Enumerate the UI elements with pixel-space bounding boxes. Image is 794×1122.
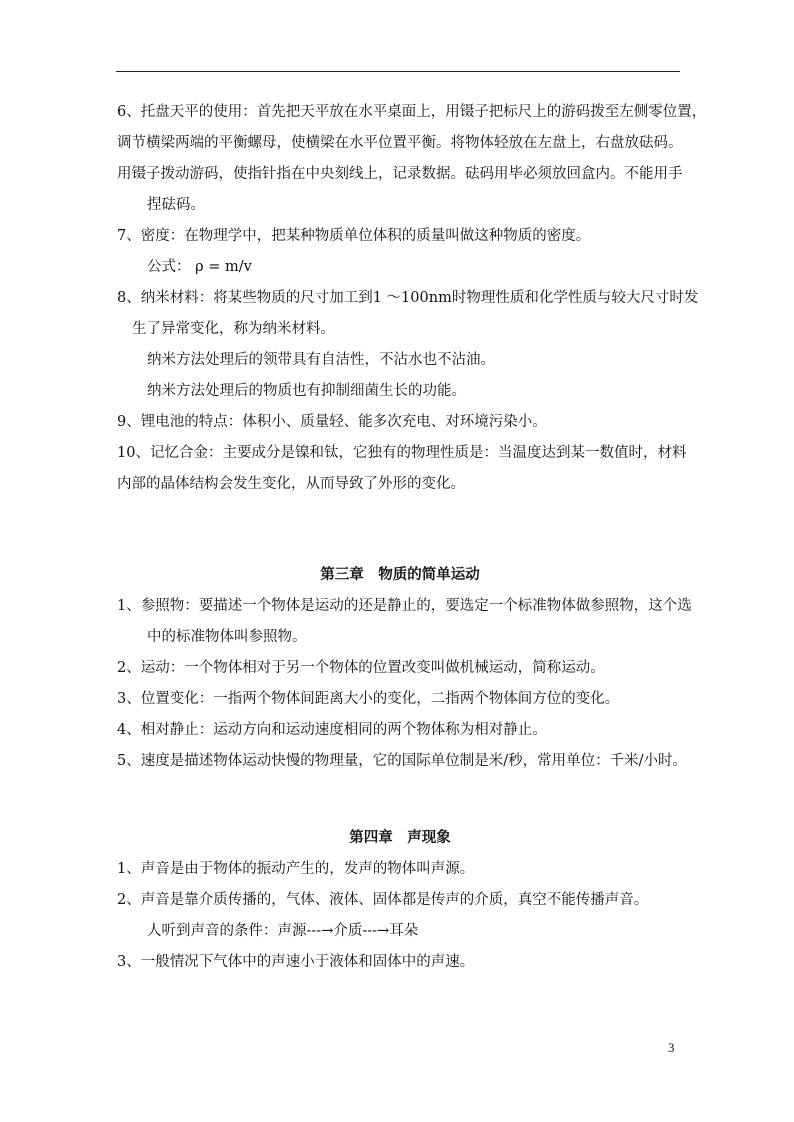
text-line: 内部的晶体结构会发生变化，从而导致了外形的变化。 bbox=[117, 476, 465, 492]
section-gap bbox=[117, 500, 683, 560]
text-line: 生了异常变化，称为纳米材料。 bbox=[132, 321, 335, 337]
text-line: 1、声音是由于物体的振动产生的，发声的物体叫声源。 bbox=[117, 861, 475, 877]
text-line: 4、相对静止：运动方向和运动速度相同的两个物体称为相对静止。 bbox=[117, 722, 547, 738]
text-line: 纳米方法处理后的领带具有自洁性，不沾水也不沾油。 bbox=[147, 352, 495, 368]
text-line: 捏砝码。 bbox=[147, 197, 205, 213]
text-line: 1、参照物：要描述一个物体是运动的还是静止的，要选定一个标准物体做参照物，这个选 bbox=[117, 598, 692, 614]
text-line: 3、一般情况下气体中的声速小于液体和固体中的声速。 bbox=[117, 954, 475, 970]
text-line: 调节横梁两端的平衡螺母，使横梁在水平位置平衡。将物体轻放在左盘上，右盘放砝码。 bbox=[117, 135, 683, 151]
text-line: 中的标准物体叫参照物。 bbox=[147, 629, 307, 645]
text-line: 用镊子拨动游码，使指针指在中央刻线上，记录数据。砝码用毕必须放回盒内。不能用手 bbox=[117, 166, 683, 182]
text-line: 2、运动：一个物体相对于另一个物体的位置改变叫做机械运动，简称运动。 bbox=[117, 660, 605, 676]
chapter-3-title: 第三章 物质的简单运动 bbox=[320, 567, 480, 583]
text-line: 纳米方法处理后的物质也有抑制细菌生长的功能。 bbox=[147, 383, 466, 399]
text-line: 6、托盘天平的使用：首先把天平放在水平桌面上，用镊子把标尺上的游码拨至左侧零位置， bbox=[117, 104, 707, 120]
text-line: 10、记忆合金：主要成分是镍和钛，它独有的物理性质是：当温度达到某一数值时，材料 bbox=[117, 445, 687, 461]
text-line: 3、位置变化：一指两个物体间距离大小的变化，二指两个物体间方位的变化。 bbox=[117, 691, 620, 707]
text-line: 2、声音是靠介质传播的，气体、液体、固体都是传声的介质，真空不能传播声音。 bbox=[117, 892, 649, 908]
text-line: 5、速度是描述物体运动快慢的物理量，它的国际单位制是米/秒，常用单位：千米/小时。 bbox=[117, 753, 687, 769]
section-gap bbox=[117, 777, 683, 823]
document-body bbox=[117, 97, 707, 978]
text-line: 9、锂电池的特点：体积小、质量轻、能多次充电、对环境污染小。 bbox=[117, 414, 547, 430]
formula-line: 公式： ρ = m/v bbox=[147, 259, 252, 275]
text-line: 8、纳米材料：将某些物质的尺寸加工到1 ～100nm时物理性质和化学性质与较大尺寸时发 bbox=[117, 290, 699, 306]
text-line: 人听到声音的条件：声源---→介质---→耳朵 bbox=[147, 923, 419, 939]
page-number: 3 bbox=[668, 1040, 675, 1055]
text-line: 7、密度：在物理学中，把某种物质单位体积的质量叫做这种物质的密度。 bbox=[117, 228, 591, 244]
header-rule bbox=[116, 71, 680, 72]
chapter-4-title: 第四章 声现象 bbox=[349, 830, 451, 846]
